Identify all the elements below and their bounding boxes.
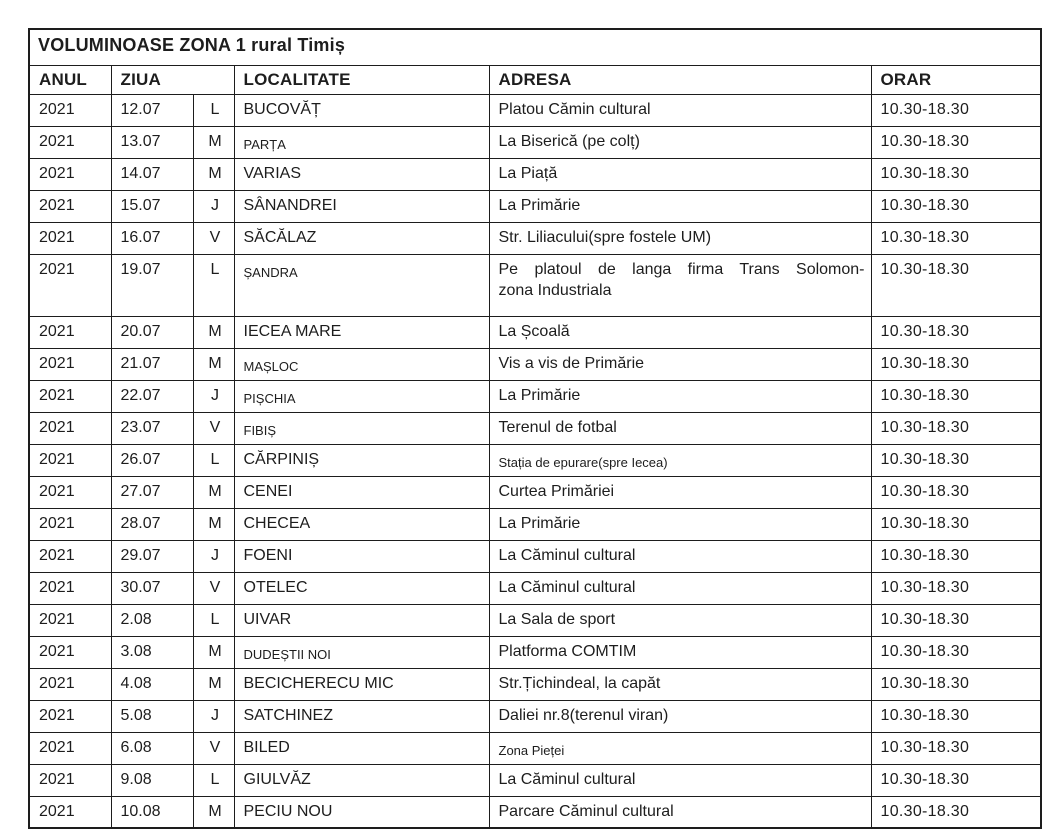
address-cell: La Școală xyxy=(489,316,871,348)
table-row xyxy=(29,126,1041,158)
date-cell: 29.07 xyxy=(111,540,193,572)
address-cell: La Primărie xyxy=(489,190,871,222)
document-sheet xyxy=(28,28,1042,829)
table-row xyxy=(29,316,1041,348)
date-cell: 28.07 xyxy=(111,508,193,540)
day-letter-cell: L xyxy=(193,94,234,126)
address-cell: Stația de epurare(spre Iecea) xyxy=(489,444,871,476)
table-row xyxy=(29,508,1041,540)
year-cell: 2021 xyxy=(29,316,111,348)
column-header-locality: LOCALITATE xyxy=(234,65,489,94)
day-letter-cell: L xyxy=(193,254,234,316)
address-cell: La Primărie xyxy=(489,380,871,412)
address-cell: La Căminul cultural xyxy=(489,764,871,796)
hours-cell: 10.30-18.30 xyxy=(871,604,1041,636)
date-cell: 23.07 xyxy=(111,412,193,444)
address-line: zona Industriala xyxy=(498,281,612,299)
locality-cell: SĂCĂLAZ xyxy=(234,222,489,254)
year-cell: 2021 xyxy=(29,412,111,444)
locality-cell: MAȘLOC xyxy=(234,348,489,380)
year-cell: 2021 xyxy=(29,380,111,412)
locality-cell: IECEA MARE xyxy=(234,316,489,348)
year-cell: 2021 xyxy=(29,668,111,700)
day-letter-cell: J xyxy=(193,540,234,572)
column-header-address: ADRESA xyxy=(489,65,871,94)
table-row xyxy=(29,764,1041,796)
day-letter-cell: M xyxy=(193,476,234,508)
column-header-hours: ORAR xyxy=(871,65,1041,94)
locality-cell: PIȘCHIA xyxy=(234,380,489,412)
date-cell: 21.07 xyxy=(111,348,193,380)
address-cell: La Primărie xyxy=(489,508,871,540)
day-letter-cell: M xyxy=(193,636,234,668)
day-letter-cell: V xyxy=(193,732,234,764)
address-cell: Vis a vis de Primărie xyxy=(489,348,871,380)
date-cell: 16.07 xyxy=(111,222,193,254)
address-line: Pe platoul de langa firma Trans Solomon- xyxy=(498,260,865,278)
year-cell: 2021 xyxy=(29,254,111,316)
hours-cell: 10.30-18.30 xyxy=(871,380,1041,412)
date-cell: 22.07 xyxy=(111,380,193,412)
address-cell: Terenul de fotbal xyxy=(489,412,871,444)
hours-cell: 10.30-18.30 xyxy=(871,636,1041,668)
schedule-table-body xyxy=(29,29,1041,828)
date-cell: 14.07 xyxy=(111,158,193,190)
hours-cell: 10.30-18.30 xyxy=(871,700,1041,732)
locality-cell: CĂRPINIȘ xyxy=(234,444,489,476)
year-cell: 2021 xyxy=(29,222,111,254)
hours-cell: 10.30-18.30 xyxy=(871,316,1041,348)
date-cell: 5.08 xyxy=(111,700,193,732)
date-cell: 6.08 xyxy=(111,732,193,764)
table-row xyxy=(29,222,1041,254)
address-cell: Str.Țichindeal, la capăt xyxy=(489,668,871,700)
address-cell: Parcare Căminul cultural xyxy=(489,796,871,828)
day-letter-cell: M xyxy=(193,158,234,190)
locality-cell: UIVAR xyxy=(234,604,489,636)
hours-cell: 10.30-18.30 xyxy=(871,158,1041,190)
locality-cell: GIULVĂZ xyxy=(234,764,489,796)
day-letter-cell: J xyxy=(193,190,234,222)
date-cell: 27.07 xyxy=(111,476,193,508)
date-cell: 3.08 xyxy=(111,636,193,668)
hours-cell: 10.30-18.30 xyxy=(871,572,1041,604)
date-cell: 13.07 xyxy=(111,126,193,158)
address-cell: La Sala de sport xyxy=(489,604,871,636)
year-cell: 2021 xyxy=(29,796,111,828)
address-cell: Platforma COMTIM xyxy=(489,636,871,668)
date-cell: 10.08 xyxy=(111,796,193,828)
hours-cell: 10.30-18.30 xyxy=(871,732,1041,764)
locality-cell: OTELEC xyxy=(234,572,489,604)
hours-cell: 10.30-18.30 xyxy=(871,796,1041,828)
year-cell: 2021 xyxy=(29,444,111,476)
day-letter-cell: L xyxy=(193,444,234,476)
year-cell: 2021 xyxy=(29,348,111,380)
locality-cell: FOENI xyxy=(234,540,489,572)
table-row xyxy=(29,476,1041,508)
hours-cell: 10.30-18.30 xyxy=(871,94,1041,126)
table-row xyxy=(29,668,1041,700)
schedule-table xyxy=(28,28,1042,829)
hours-cell: 10.30-18.30 xyxy=(871,668,1041,700)
column-header-year: ANUL xyxy=(29,65,111,94)
year-cell: 2021 xyxy=(29,126,111,158)
day-letter-cell: V xyxy=(193,572,234,604)
table-row xyxy=(29,604,1041,636)
hours-cell: 10.30-18.30 xyxy=(871,254,1041,316)
locality-cell: DUDEȘTII NOI xyxy=(234,636,489,668)
table-title: VOLUMINOASE ZONA 1 rural Timiș xyxy=(29,29,1041,65)
year-cell: 2021 xyxy=(29,158,111,190)
address-cell xyxy=(489,254,871,316)
year-cell: 2021 xyxy=(29,764,111,796)
hours-cell: 10.30-18.30 xyxy=(871,412,1041,444)
hours-cell: 10.30-18.30 xyxy=(871,348,1041,380)
day-letter-cell: L xyxy=(193,604,234,636)
day-letter-cell: J xyxy=(193,380,234,412)
address-cell: Curtea Primăriei xyxy=(489,476,871,508)
year-cell: 2021 xyxy=(29,604,111,636)
year-cell: 2021 xyxy=(29,572,111,604)
table-title-row xyxy=(29,29,1041,65)
day-letter-cell: M xyxy=(193,316,234,348)
date-cell: 26.07 xyxy=(111,444,193,476)
table-row xyxy=(29,636,1041,668)
address-cell: La Biserică (pe colț) xyxy=(489,126,871,158)
year-cell: 2021 xyxy=(29,540,111,572)
table-row xyxy=(29,158,1041,190)
table-header-row xyxy=(29,65,1041,94)
address-cell: Zona Pieței xyxy=(489,732,871,764)
date-cell: 20.07 xyxy=(111,316,193,348)
address-cell: Platou Cămin cultural xyxy=(489,94,871,126)
date-cell: 15.07 xyxy=(111,190,193,222)
locality-cell: PARȚA xyxy=(234,126,489,158)
locality-cell: PECIU NOU xyxy=(234,796,489,828)
address-cell: La Piață xyxy=(489,158,871,190)
hours-cell: 10.30-18.30 xyxy=(871,126,1041,158)
date-cell: 9.08 xyxy=(111,764,193,796)
day-letter-cell: M xyxy=(193,796,234,828)
address-cell: Daliei nr.8(terenul viran) xyxy=(489,700,871,732)
locality-cell: CENEI xyxy=(234,476,489,508)
locality-cell: SATCHINEZ xyxy=(234,700,489,732)
locality-cell: FIBIȘ xyxy=(234,412,489,444)
address-cell: La Căminul cultural xyxy=(489,540,871,572)
table-row xyxy=(29,380,1041,412)
hours-cell: 10.30-18.30 xyxy=(871,476,1041,508)
table-row xyxy=(29,412,1041,444)
day-letter-cell: M xyxy=(193,348,234,380)
column-header-day: ZIUA xyxy=(111,65,234,94)
table-row xyxy=(29,254,1041,316)
day-letter-cell: J xyxy=(193,700,234,732)
hours-cell: 10.30-18.30 xyxy=(871,444,1041,476)
locality-cell: BILED xyxy=(234,732,489,764)
day-letter-cell: M xyxy=(193,668,234,700)
hours-cell: 10.30-18.30 xyxy=(871,190,1041,222)
day-letter-cell: L xyxy=(193,764,234,796)
locality-cell: VARIAS xyxy=(234,158,489,190)
day-letter-cell: M xyxy=(193,126,234,158)
locality-cell: ȘANDRA xyxy=(234,254,489,316)
hours-cell: 10.30-18.30 xyxy=(871,540,1041,572)
day-letter-cell: V xyxy=(193,222,234,254)
date-cell: 2.08 xyxy=(111,604,193,636)
date-cell: 19.07 xyxy=(111,254,193,316)
hours-cell: 10.30-18.30 xyxy=(871,508,1041,540)
date-cell: 30.07 xyxy=(111,572,193,604)
locality-cell: BUCOVĂȚ xyxy=(234,94,489,126)
table-row xyxy=(29,732,1041,764)
table-row xyxy=(29,540,1041,572)
locality-cell: BECICHERECU MIC xyxy=(234,668,489,700)
year-cell: 2021 xyxy=(29,732,111,764)
year-cell: 2021 xyxy=(29,190,111,222)
address-cell: Str. Liliacului(spre fostele UM) xyxy=(489,222,871,254)
locality-cell: SÂNANDREI xyxy=(234,190,489,222)
locality-cell: CHECEA xyxy=(234,508,489,540)
year-cell: 2021 xyxy=(29,700,111,732)
date-cell: 4.08 xyxy=(111,668,193,700)
day-letter-cell: M xyxy=(193,508,234,540)
day-letter-cell: V xyxy=(193,412,234,444)
year-cell: 2021 xyxy=(29,636,111,668)
table-row xyxy=(29,94,1041,126)
hours-cell: 10.30-18.30 xyxy=(871,764,1041,796)
hours-cell: 10.30-18.30 xyxy=(871,222,1041,254)
table-row xyxy=(29,348,1041,380)
date-cell: 12.07 xyxy=(111,94,193,126)
table-row xyxy=(29,796,1041,828)
table-row xyxy=(29,700,1041,732)
address-cell: La Căminul cultural xyxy=(489,572,871,604)
year-cell: 2021 xyxy=(29,508,111,540)
year-cell: 2021 xyxy=(29,94,111,126)
year-cell: 2021 xyxy=(29,476,111,508)
table-row xyxy=(29,572,1041,604)
table-row xyxy=(29,444,1041,476)
table-row xyxy=(29,190,1041,222)
